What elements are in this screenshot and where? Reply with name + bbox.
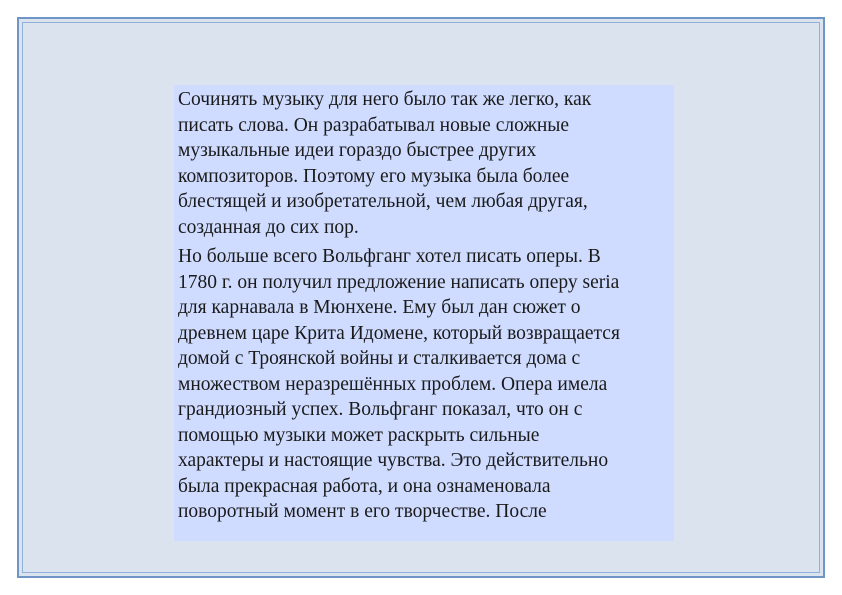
paragraph-2: Но больше всего Вольфганг хотел писать оперы. В 1780 г. он получил предложение написать оперу seria для карнавала в Мюнхене. Ему был дан сюжет о древнем царе Крита Идомене, который возвращается домой с Троянской войны и сталкивается дома с множеством неразрешённых проблем. Опера имела грандиозный успех. Вольфганг показал, что он с помощью музыки может раскрыть сильные характеры и настоящие чувства. Это действительно была прекрасная работа, и она ознаменовала поворотный момент в его творчестве. После (178, 246, 620, 522)
paragraph-1: Сочинять музыку для него было так же легко, как писать слова. Он разрабатывал новые сложные музыкальные идеи гораздо быстрее других композиторов. Поэтому его музыка была более блестящей и изобретательной, чем любая другая, созданная до сих пор. (178, 89, 592, 238)
text-box (174, 85, 674, 541)
